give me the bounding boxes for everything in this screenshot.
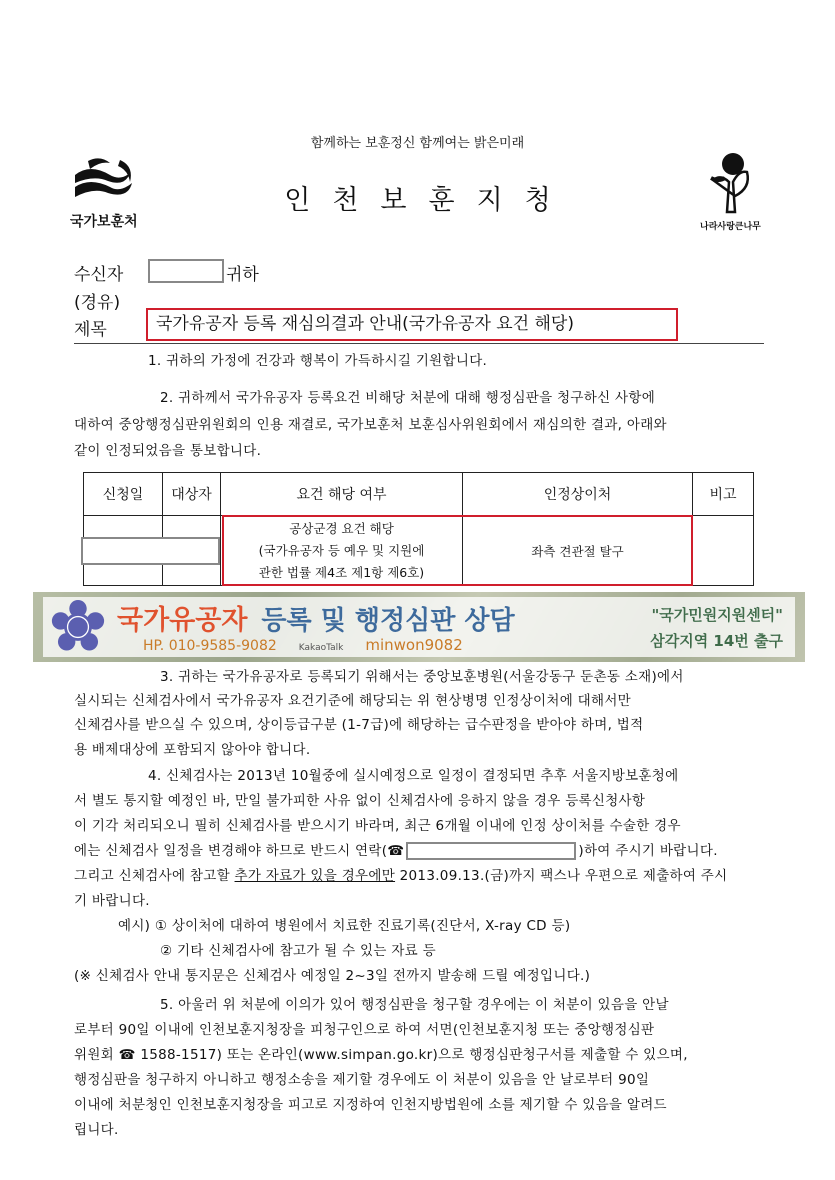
- notice-note: (※ 신체검사 안내 통지문은 신체검사 예정일 2~3일 전까지 발송해 드릴 예정입니다.): [74, 968, 591, 984]
- phone-redaction: [406, 842, 576, 860]
- col-requirement: 요건 해당 여부: [221, 473, 463, 516]
- p5-line: 이내에 처분청인 인천보훈지청장을 피고로 지정하여 인천지방법원에 소를 제기할 수 있음을 알려드: [74, 1097, 667, 1113]
- remarks-cell: [693, 516, 754, 586]
- banner-center-name: "국가민원지원센터": [651, 606, 783, 624]
- p5-line: 립니다.: [74, 1122, 119, 1138]
- via-label: (경유): [74, 293, 121, 313]
- p4-additional: 그리고 신체검사에 참고할 추가 자료가 있을 경우에만 2013.09.13.(금)까지 팩스나 우편으로 제출하여 주시: [74, 868, 728, 884]
- p4-line: )하여 주시기 바랍니다.: [578, 843, 718, 859]
- mpva-logo: [70, 155, 140, 231]
- requirement-line: 공상군경 요건 해당: [289, 520, 394, 536]
- p2-line: 같이 인정되었음을 통보합니다.: [74, 443, 262, 459]
- p5-line: 위원회 ☎ 1588-1517) 또는 온라인(www.simpan.go.kr)으로 행정심판청구서를 제출할 수 있으며,: [74, 1047, 688, 1063]
- banner-headline: [117, 598, 515, 637]
- banner-red-text: 국가유공자: [117, 605, 248, 636]
- p2-line: 대하여 중앙행정심판위원회의 인용 재결로, 국가보훈처 보훈심사위원회에서 재심의한 결과, 아래와: [74, 417, 667, 433]
- nara-logo: [700, 150, 761, 232]
- p3-line: 실시되는 신체검사에서 국가유공자 요건기준에 해당되는 위 현상병명 인정상이처에 대해서만: [74, 693, 632, 709]
- recipient-label: 수신자: [74, 265, 124, 285]
- nara-logo-text: 나라사랑큰나무: [700, 222, 761, 232]
- seal-icon: [51, 600, 105, 654]
- kakaotalk-label: KakaoTalk: [298, 643, 344, 653]
- requirement-line: 관한 법률 제4조 제1항 제6호): [258, 564, 425, 580]
- divider: [74, 343, 764, 344]
- table-header-row: [84, 473, 754, 516]
- p4-line: 이 기각 처리되오니 필히 신체검사를 받으시기 바라며, 최근 6개월 이내에 인정 상이처를 수술한 경우: [74, 818, 681, 834]
- col-recognized-injury: 인정상이처: [463, 473, 693, 516]
- date-redaction: [81, 537, 220, 565]
- requirement-line: (국가유공자 등 예우 및 지원에: [258, 542, 425, 558]
- col-application-date: 신청일: [84, 473, 163, 516]
- example-1: 예시) ① 상이처에 대하여 병원에서 치료한 진료기록(진단서, X-ray CD 등): [118, 918, 571, 934]
- highlight-box: [222, 515, 693, 586]
- p5-line: 로부터 90일 이내에 인천보훈지청장을 피청구인으로 하여 서면(인천보훈지청 또는 중앙행정심판: [74, 1022, 655, 1038]
- motto: 함께하는 보훈정신 함께여는 밝은미래: [310, 136, 525, 151]
- subject-label: 제목: [74, 320, 107, 340]
- recipient-suffix: 귀하: [226, 265, 259, 285]
- injury-cell: 좌측 견관절 탈구: [463, 516, 693, 586]
- example-2: ② 기타 신체검사에 참고가 될 수 있는 자료 등: [160, 943, 436, 959]
- underlined-condition: 추가 자료가 있을 경우에만: [234, 868, 396, 884]
- mpva-logo-text: 국가보훈처: [70, 214, 138, 230]
- p4-line: 에는 신체검사 일정을 변경해야 하므로 반드시 연락(☎: [74, 843, 405, 859]
- p4-line: 4. 신체검사는 2013년 10월중에 실시예정으로 일정이 결정되면 추후 서울지방보훈청에: [148, 768, 679, 784]
- p1-line: 1. 귀하의 가정에 건강과 행복이 가득하시길 기원합니다.: [148, 353, 488, 369]
- p3-line: 신체검사를 받으실 수 있으며, 상이등급구분 (1-7급)에 해당하는 급수판정을 받아야 하며, 법적: [74, 717, 644, 733]
- p3-line: 용 배제대상에 포함되지 않아야 합니다.: [74, 742, 311, 758]
- subject: 국가유공자 등록 재심의결과 안내(국가유공자 요건 해당): [146, 308, 678, 341]
- p3-line: 3. 귀하는 국가유공자로 등록되기 위해서는 중앙보훈병원(서울강동구 둔촌동 소재)에서: [160, 669, 684, 685]
- p4-contact-line: [74, 842, 718, 860]
- ad-banner[interactable]: [33, 592, 805, 662]
- banner-phone[interactable]: HP. 010-9585-9082: [143, 638, 277, 654]
- p4-line: 서 별도 통지할 예정인 바, 만일 불가피한 사유 없이 신체검사에 응하지 않을 경우 등록신청사항: [74, 793, 646, 809]
- banner-right: [650, 602, 783, 654]
- mpva-emblem-icon: [70, 155, 140, 205]
- banner-contacts: [143, 636, 463, 654]
- banner-location: 삼각지역 14번 출구: [650, 632, 783, 650]
- p5-line: 5. 아울러 위 처분에 이의가 있어 행정심판을 청구할 경우에는 이 처분이 있음을 안날: [160, 997, 669, 1013]
- tree-emblem-icon: [705, 150, 755, 215]
- p4-line: 기 바랍니다.: [74, 893, 150, 909]
- p2-line: 2. 귀하께서 국가유공자 등록요건 비해당 처분에 대해 행정심판을 청구하신 사항에: [160, 390, 656, 406]
- col-subject-person: 대상자: [163, 473, 221, 516]
- recipient-redaction: [148, 259, 224, 283]
- banner-kakao-id[interactable]: minwon9082: [365, 636, 463, 654]
- banner-blue-text: 등록 및 행정심판 상담: [261, 606, 515, 636]
- p5-line: 행정심판을 청구하지 아니하고 행정소송을 제기할 경우에도 이 처분이 있음을 안 날로부터 90일: [74, 1072, 650, 1088]
- page-title: 인천보훈지청: [284, 185, 573, 216]
- col-remarks: 비고: [693, 473, 754, 516]
